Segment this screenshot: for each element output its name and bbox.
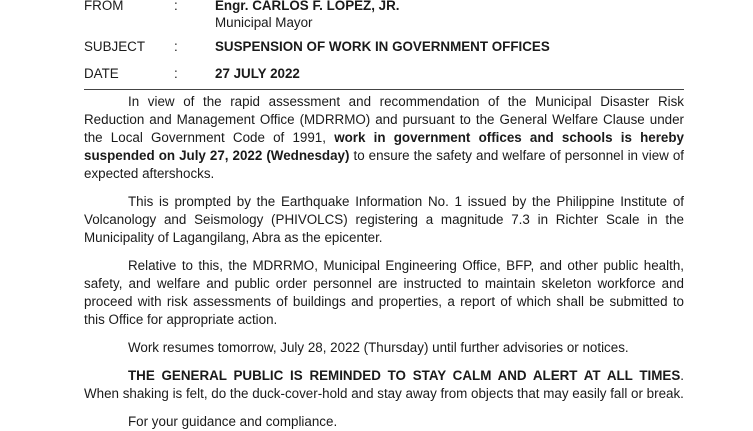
paragraph-2: This is prompted by the Earthquake Information No. 1 issued by the Philippine Institute of Volcanology and Seismology (PHIVOLCS) registering a magnitude 7.3 in Richter Scale in the Municipality of Lagangilang, Abra as the epicenter. [84,194,684,245]
paragraph-6: For your guidance and compliance. [128,414,338,429]
subject-label: SUBJECT [84,39,146,54]
from-colon: : [174,0,178,13]
paragraph-5-text: . When shaking is felt, do the duck-cover-hold and stay away from objects that may easily fall or break. [84,368,684,401]
from-label: FROM [84,0,124,13]
date-row [84,65,724,83]
from-row [84,0,724,30]
paragraph-5 [84,367,684,403]
memo-body [84,93,684,431]
paragraph-4: Work resumes tomorrow, July 28, 2022 (Thursday) until further advisories or notices. [128,340,629,355]
paragraph-5-emphasis: THE GENERAL PUBLIC IS REMINDED TO STAY CALM AND ALERT AT ALL TIMES [128,368,681,383]
from-title: Municipal Mayor [215,15,313,30]
paragraph-1-emphasis: work in government offices and schools is hereby suspended on July 27, 2022 (Wednesday) [84,130,684,163]
date-colon: : [174,66,178,81]
subject-colon: : [174,39,178,54]
subject-row [84,38,724,56]
paragraph-3: Relative to this, the MDRRMO, Municipal Engineering Office, BFP, and other public health, safety, and welfare and public order personnel are instructed to maintain skeleton workforce and proceed with risk assessments of buildings and properties, a report of which shall be submitted to this Office for appropriate action. [84,258,684,327]
paragraph-1-text-b: to ensure the safety and welfare of personnel in view of expected aftershocks. [84,148,685,181]
from-name: Engr. CARLOS F. LOPEZ, JR. [215,0,400,13]
date-label: DATE [84,66,119,81]
paragraph-1-text-a: In view of the rapid assessment and recommendation of the Municipal Disaster Risk Reduction and Management Office (MDRRMO) and pursuant to the General Welfare Clause under the Local Government Code of 1991, [84,94,684,145]
subject-value: SUSPENSION OF WORK IN GOVERNMENT OFFICES [215,39,550,54]
header-divider [84,89,684,90]
date-value: 27 JULY 2022 [215,66,300,81]
paragraph-1 [84,93,684,183]
